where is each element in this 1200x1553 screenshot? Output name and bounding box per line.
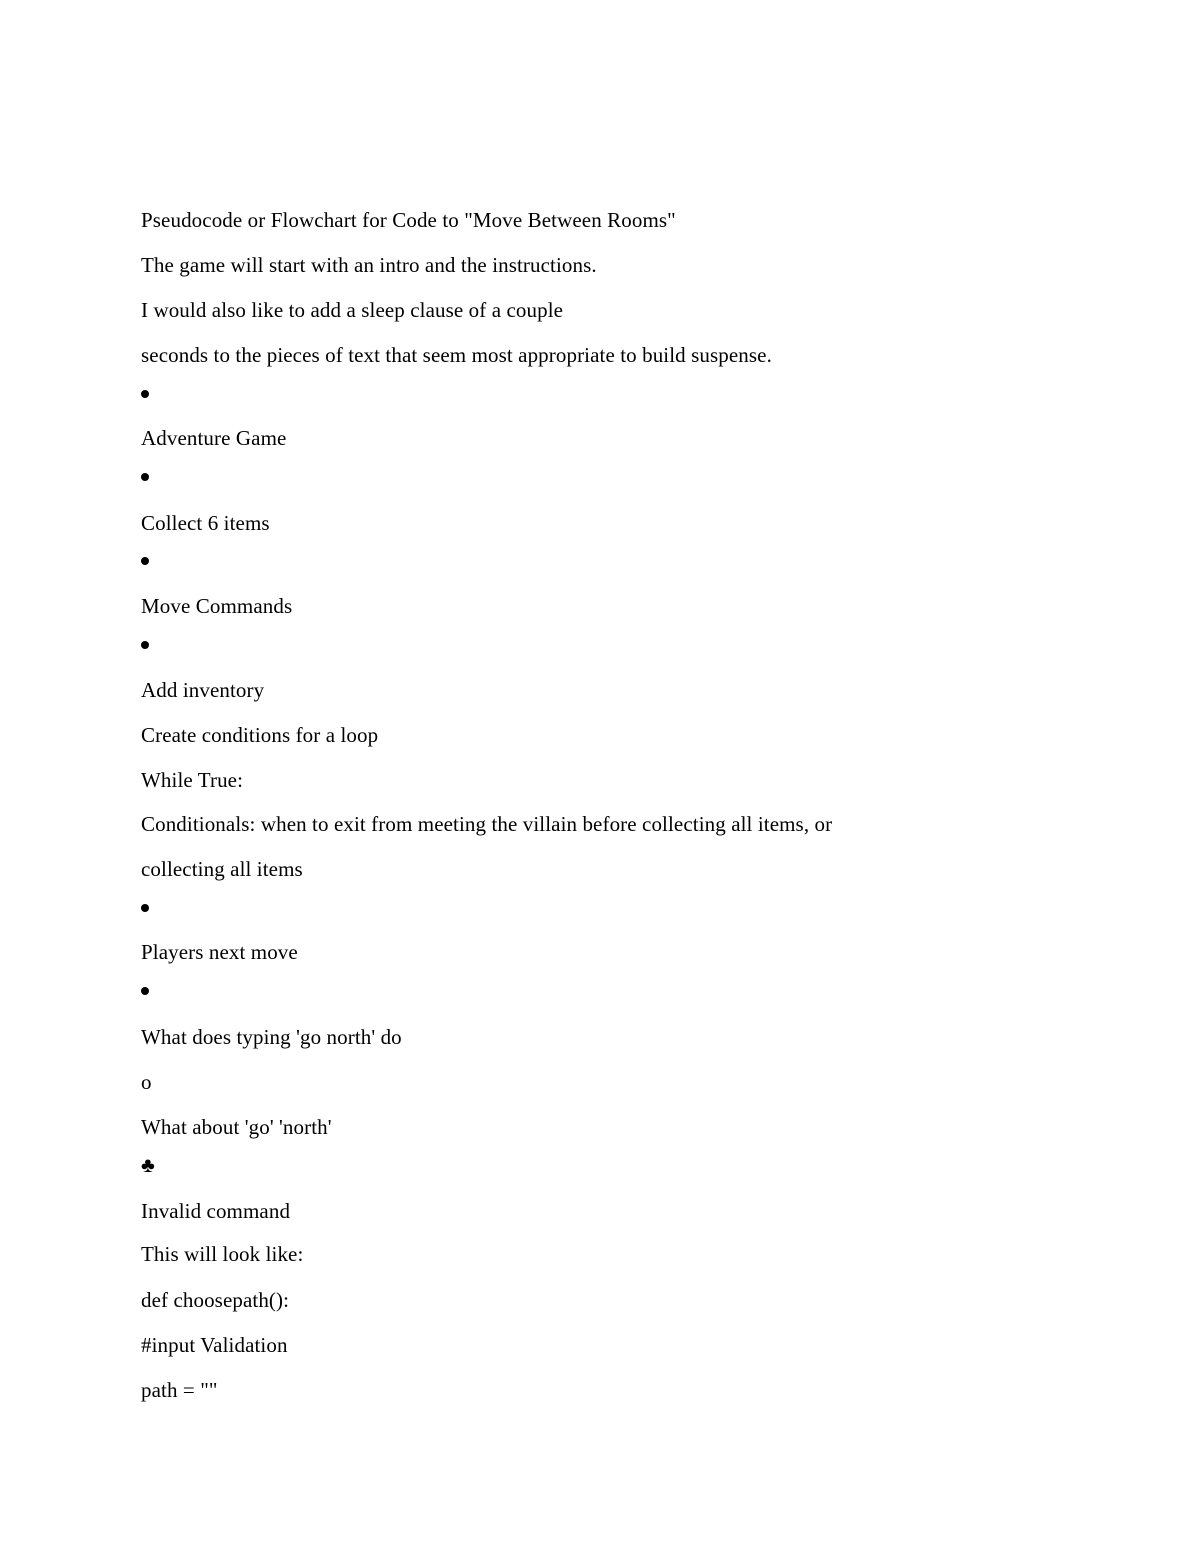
text-line: Conditionals: when to exit from meeting the villain before collecting all items, or [141,812,833,836]
text-line: Create conditions for a loop [141,723,379,747]
list-item: Invalid command [141,1199,291,1223]
bullet-icon [141,987,149,995]
bullet-icon [141,473,149,481]
code-line: path = "" [141,1378,218,1402]
text-line: seconds to the pieces of text that seem most appropriate to build suspense. [141,343,772,367]
text-line: The game will start with an intro and the instructions. [141,253,597,277]
list-item: Adventure Game [141,426,287,450]
bullet-icon [141,904,149,912]
code-line: def choosepath(): [141,1288,290,1312]
text-line: I would also like to add a sleep clause of a couple [141,298,564,322]
document-title: Pseudocode or Flowchart for Code to "Move Between Rooms" [141,208,676,232]
list-item: What about 'go' 'north' [141,1115,332,1139]
text-line: collecting all items [141,857,303,881]
list-item: Players next move [141,940,298,964]
sub-bullet-icon: o [141,1070,152,1094]
bullet-icon [141,390,149,398]
text-line: This will look like: [141,1242,304,1266]
list-item: Collect 6 items [141,511,270,535]
bullet-icon [141,557,149,565]
list-item: What does typing 'go north' do [141,1025,402,1049]
code-line: #input Validation [141,1333,288,1357]
text-line: While True: [141,768,244,792]
club-bullet-icon: ♣ [141,1153,155,1177]
list-item: Move Commands [141,594,293,618]
list-item: Add inventory [141,678,265,702]
bullet-icon [141,641,149,649]
